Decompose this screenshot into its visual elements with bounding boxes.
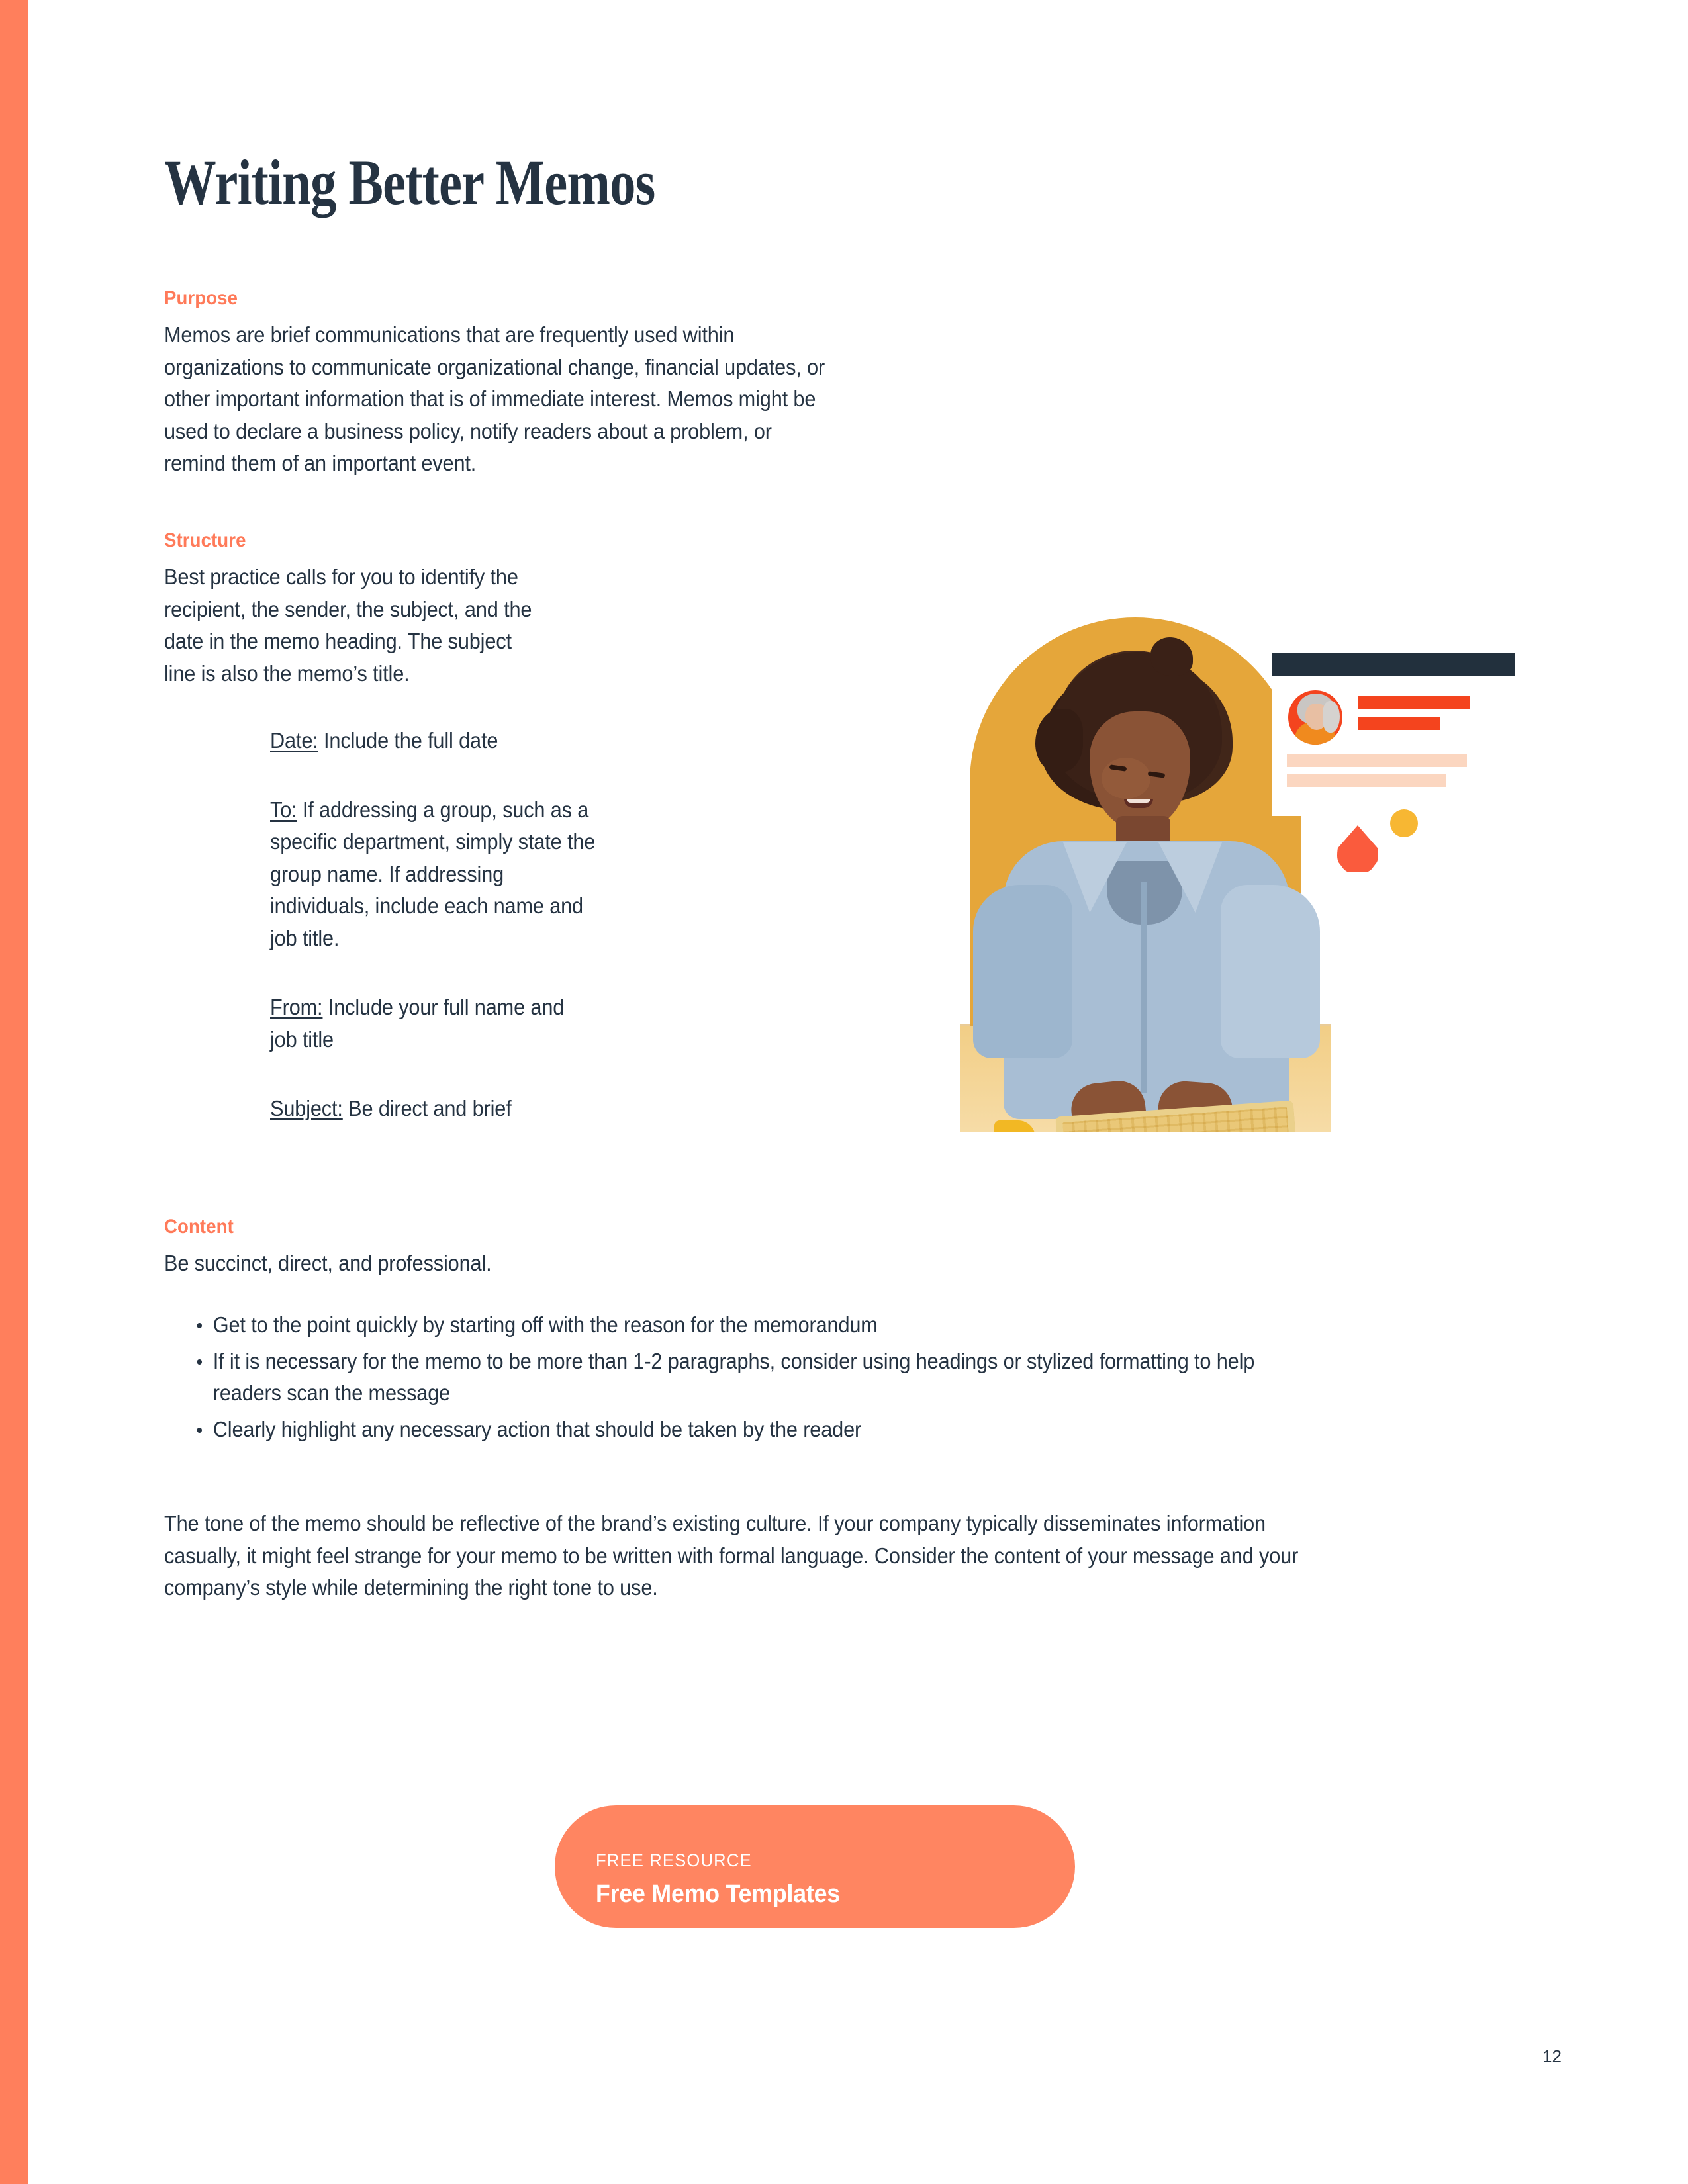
page-title: Writing Better Memos [164,147,655,218]
face-shape [1090,711,1190,831]
definition-text-subject: Be direct and brief [342,1096,512,1120]
definition-item-date [270,725,596,757]
jacket-placket [1141,882,1147,1093]
free-resource-cta-button[interactable] [555,1805,1075,1928]
card-text-bar-secondary-1 [1287,754,1467,767]
eye-right [1148,771,1166,778]
cta-eyebrow-label: FREE RESOURCE [596,1850,752,1870]
section-heading-structure: Structure [164,529,246,551]
card-text-bar-secondary-2 [1287,774,1446,787]
list-item: Get to the point quickly by starting off with the reason for the memorandum [193,1309,1326,1342]
yellow-dot-icon [1390,809,1418,837]
card-text-bar-primary-2 [1358,717,1440,730]
definition-label-date: Date: [270,728,318,752]
definition-item-subject [270,1093,596,1125]
section-body-content: Be succinct, direct, and professional. [164,1251,492,1275]
definition-item-to [270,794,596,955]
definition-label-from: From: [270,995,323,1019]
section-heading-purpose: Purpose [164,287,238,309]
mouth-shape [1124,799,1153,808]
content-bullet-list [193,1309,1411,1449]
definition-item-from [270,991,596,1056]
eye-left [1109,764,1127,772]
card-title-bar [1272,653,1515,676]
section-heading-content: Content [164,1216,234,1238]
definition-text-from: Include your full name and job title [270,995,565,1052]
desk-object [994,1120,1035,1132]
card-text-bar-primary-1 [1358,696,1470,709]
section-body-structure: Best practice calls for you to identify the recipient, the sender, the subject, and the date in the memo heading. The subject line is also the memo’s title. [164,565,532,686]
definition-label-to: To: [270,797,297,822]
list-item: Clearly highlight any necessary action that should be taken by the reader [193,1414,1326,1446]
list-item: If it is necessary for the memo to be more than 1-2 paragraphs, consider using headings or stylized formatting to help readers scan the message [193,1345,1326,1410]
definition-label-subject: Subject: [270,1096,343,1120]
page-number: 12 [1542,2046,1562,2066]
floating-profile-card [1272,653,1515,816]
cta-title-label: Free Memo Templates [596,1880,840,1908]
hero-illustration [953,599,1423,1198]
avatar-hair-side [1323,701,1340,733]
definition-text-date: Include the full date [318,728,498,752]
definition-text-to: If addressing a group, such as a specific department, simply state the group name. If addressing individuals, include each name and job title. [270,797,596,950]
memo-heading-definition-list [270,725,621,1125]
teardrop-icon [1337,825,1378,874]
avatar [1288,690,1342,745]
closing-paragraph: The tone of the memo should be reflective of the brand’s existing culture. If your company typically disseminates information casually, it might feel strange for your memo to be written with formal language. Consider the content of your message and your company’s style while determining the right tone to use. [164,1511,1299,1600]
section-body-purpose: Memos are brief communications that are frequently used within organizations to communicate organizational change, financial updates, or other important information that is of immediate interest. Memos might be used to declare a business policy, notify readers about a problem, or remind them of an important event. [164,322,825,475]
